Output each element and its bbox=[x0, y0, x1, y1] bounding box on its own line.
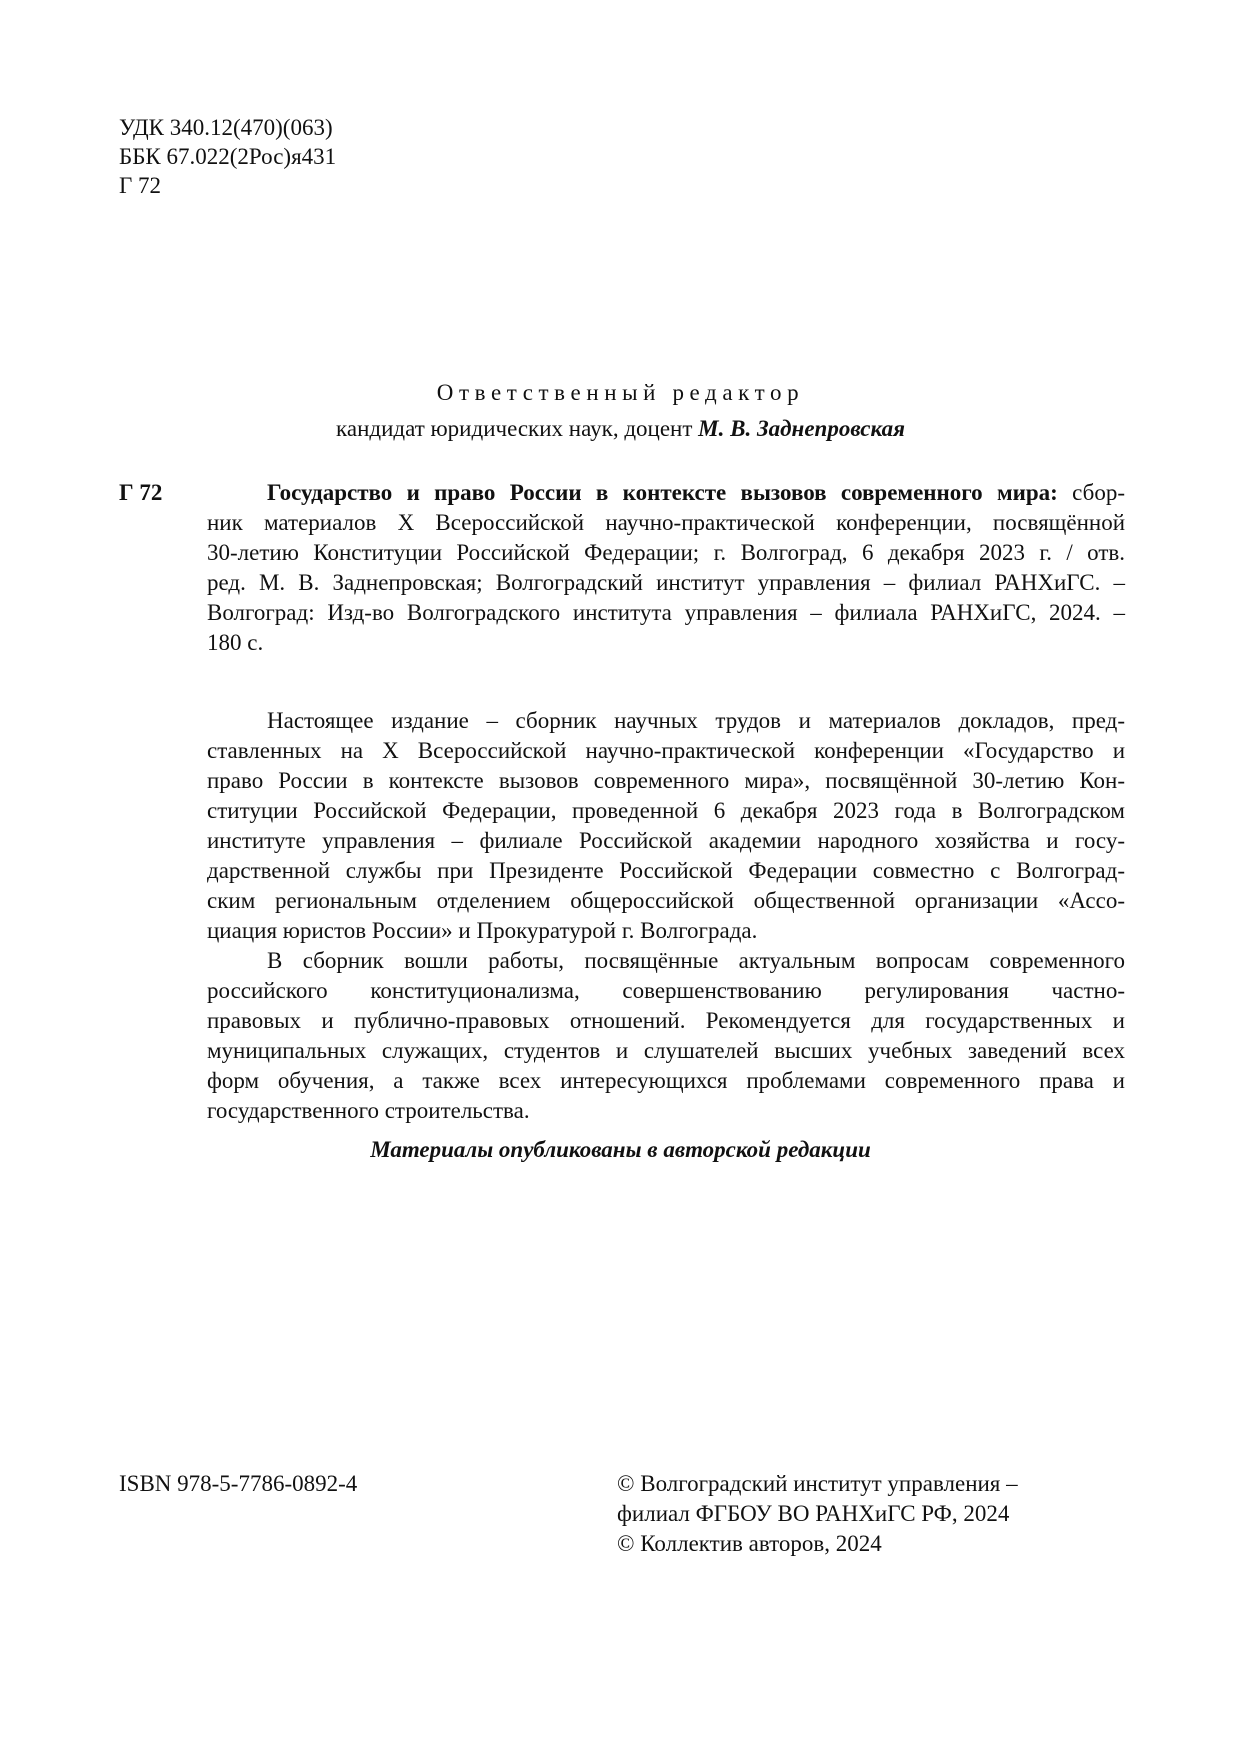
copyright-notice bbox=[617, 1469, 1018, 1559]
biblio-line: ред. М. В. Заднепровская; Волгоградский институт управления – филиал РАНХиГС. – bbox=[207, 570, 1125, 595]
editor-label: Ответственный редактор bbox=[436, 380, 805, 405]
published-note: Материалы опубликованы в авторской редакции bbox=[370, 1137, 871, 1162]
biblio-line: 30-летию Конституции Российской Федерации; г. Волгоград, 6 декабря 2023 г. / отв. bbox=[207, 540, 1125, 565]
annotation-line: институте управления – филиале Российской академии народного хозяйства и госу- bbox=[207, 828, 1125, 853]
book-title: Государство и право России в контексте вызовов современного мира: bbox=[267, 480, 1058, 505]
catalog-code: Г 72 bbox=[119, 480, 163, 505]
annotation-line: дарственной службы при Президенте Российской Федерации совместно с Волгоград- bbox=[207, 858, 1125, 883]
annotation bbox=[207, 706, 1125, 1126]
editor-line bbox=[0, 414, 1241, 444]
udk-code: УДК 340.12(470)(063) bbox=[119, 115, 333, 140]
annotation-line: муниципальных служащих, студентов и слушателей высших учебных заведений всех bbox=[207, 1038, 1125, 1063]
annotation-line: право России в контексте вызовов современного мира», посвящённой 30-летию Кон- bbox=[207, 768, 1125, 793]
biblio-line: ник материалов X Всероссийской научно-практической конференции, посвящённой bbox=[207, 510, 1125, 535]
biblio-line: Волгоград: Изд-во Волгоградского института управления – филиала РАНХиГС, 2024. – bbox=[207, 600, 1125, 625]
biblio-line-text: сбор- bbox=[1072, 480, 1126, 505]
author-mark: Г 72 bbox=[119, 173, 162, 198]
annotation-line: Настоящее издание – сборник научных трудов и материалов докладов, пред- bbox=[267, 708, 1125, 733]
annotation-line: государственного строительства. bbox=[207, 1098, 530, 1123]
bbk-code: ББК 67.022(2Рос)я431 bbox=[119, 144, 337, 169]
editor-degree: кандидат юридических наук, доцент bbox=[336, 416, 693, 441]
copyright-line: © Коллектив авторов, 2024 bbox=[617, 1531, 882, 1556]
annotation-line: правовых и публично-правовых отношений. Рекомендуется для государственных и bbox=[207, 1008, 1125, 1033]
editor-name: М. В. Заднепровская bbox=[698, 416, 905, 441]
copyright-line: © Волгоградский институт управления – bbox=[617, 1471, 1018, 1496]
biblio-line bbox=[207, 478, 1125, 508]
annotation-line: форм обучения, а также всех интересующихся проблемами современного права и bbox=[207, 1068, 1125, 1093]
annotation-line: российского конституционализма, совершенствованию регулирования частно- bbox=[207, 978, 1125, 1003]
annotation-line: ским региональным отделением общероссийской общественной организации «Ассо- bbox=[207, 888, 1125, 913]
annotation-line: В сборник вошли работы, посвящённые актуальным вопросам современного bbox=[267, 948, 1125, 973]
bibliographic-entry bbox=[207, 478, 1125, 658]
annotation-line: циация юристов России» и Прокуратурой г. Волгограда. bbox=[207, 918, 758, 943]
copyright-line: филиал ФГБОУ ВО РАНХиГС РФ, 2024 bbox=[617, 1501, 1010, 1526]
biblio-line: 180 с. bbox=[207, 630, 264, 655]
classification-codes bbox=[119, 113, 336, 200]
annotation-line: ституции Российской Федерации, проведенной 6 декабря 2023 года в Волгоградском bbox=[207, 798, 1125, 823]
isbn: ISBN 978-5-7786-0892-4 bbox=[119, 1471, 358, 1496]
annotation-line: ставленных на X Всероссийской научно-практической конференции «Государство и bbox=[207, 738, 1125, 763]
